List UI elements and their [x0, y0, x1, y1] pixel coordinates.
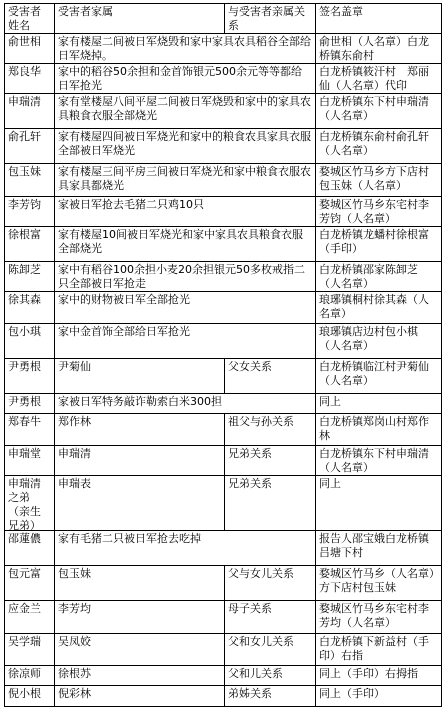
signature-cell: 白龙桥镇筱汗村 郑丽仙（人名章）代印 — [315, 63, 442, 94]
relation-cell: 兄弟关系 — [224, 445, 316, 476]
victim-name-cell: 郑良华 — [4, 63, 55, 94]
family-cell: 郑作林 — [54, 413, 225, 446]
signature-cell: 白龙桥镇东俞村俞孔轩（人名章） — [315, 128, 442, 164]
relation-cell: 弟姊关系 — [224, 685, 316, 707]
victim-name-cell: 徐根富 — [4, 226, 55, 262]
family-cell: 徐根苏 — [54, 665, 225, 686]
victim-name-cell: 申瑞清 — [4, 93, 55, 129]
loss-description-cell: 家有楼屋四间被日军烧光和家中的粮食农具家具衣服全部被日军烧光 — [54, 128, 316, 164]
relation-cell: 父和女儿关系 — [224, 633, 316, 666]
relation-cell: 祖父与孙关系 — [224, 413, 316, 446]
victim-name-cell: 尹勇根 — [4, 358, 55, 394]
signature-cell: 琅琊镇桐村徐其森（人名章） — [315, 291, 442, 324]
signature-cell: 白龙桥镇郑岗山村郑作林 — [315, 413, 442, 446]
loss-description-cell: 家有毛猪二只被日军抢去吃掉 — [54, 530, 316, 566]
victim-name-cell: 陈卸芝 — [4, 261, 55, 292]
signature-cell: 婺城区竹马乡方下店村包玉妹（人名章） — [315, 163, 442, 197]
victim-name-cell: 俞孔轩 — [4, 128, 55, 164]
loss-description-cell: 家有楼屋三间平房三间被日军烧光和家中粮食衣服农具家具都烧光 — [54, 163, 316, 197]
loss-description-cell: 家有楼屋二间被日军烧毁和家中家具农具稻谷全部给日军烧掉。 — [54, 33, 316, 64]
victim-name-cell: 吴学瑞 — [4, 633, 55, 666]
family-cell: 尹菊仙 — [54, 358, 225, 394]
signature-cell: 俞世相（人名章）白龙桥镇东俞村 — [315, 33, 442, 64]
signature-cell: 琅琊镇店边村包小棋（人名章） — [315, 323, 442, 359]
relation-cell: 父女关系 — [224, 358, 316, 394]
signature-cell: 同上（手印） — [315, 685, 442, 707]
relation-cell: 父与女儿关系 — [224, 565, 316, 601]
victim-name-cell: 俞世相 — [4, 33, 55, 64]
signature-cell: 婺城区竹马乡（人名章）方下店村包玉妹 — [315, 565, 442, 601]
family-header: 受害者家属 — [54, 3, 225, 34]
relation-cell: 兄弟关系 — [224, 475, 316, 531]
signature-cell: 同上（手印）右拇指 — [315, 665, 442, 686]
signature-cell: 婺城区竹马乡东宅村李芳均（人名章） — [315, 600, 442, 634]
family-cell: 包玉妹 — [54, 565, 225, 601]
signature-cell: 白龙桥镇临江村尹菊仙（人名章） — [315, 358, 442, 394]
victim-name-cell: 包小琪 — [4, 323, 55, 359]
signature-cell: 报告人邵宝娥白龙桥镇吕塘下村 — [315, 530, 442, 566]
victim-name-cell: 包元富 — [4, 565, 55, 601]
signature-cell: 白龙桥镇龙蟠村徐根富（手印） — [315, 226, 442, 262]
loss-description-cell: 家有堂楼屋八间平屋二间被日军烧毁和家中的家具农具粮食衣服全部烧光 — [54, 93, 316, 129]
signature-cell: 白龙桥镇东下村申瑞清（人名章） — [315, 445, 442, 476]
loss-description-cell: 家被日军抢去毛猪二只鸡10只 — [54, 196, 316, 227]
signature-cell: 同上 — [315, 393, 442, 414]
signature-cell: 同上 — [315, 475, 442, 531]
victim-name-cell: 申瑞清之弟（亲生兄弟） — [4, 475, 55, 531]
signature-cell: 白龙桥镇邵家陈卸芝（人名章） — [315, 261, 442, 292]
loss-description-cell: 家有楼屋10间被日军烧光和家中家具农具粮食衣服全部烧光 — [54, 226, 316, 262]
victim-name-cell: 李芳钧 — [4, 196, 55, 227]
victim-name-cell: 应金兰 — [4, 600, 55, 634]
family-cell: 申瑞表 — [54, 475, 225, 531]
family-cell: 李芳均 — [54, 600, 225, 634]
victim-name-cell: 倪小根 — [4, 685, 55, 707]
victim-name-cell: 徐其森 — [4, 291, 55, 324]
loss-description-cell: 家中有稻谷100余担小麦20余担银元50多枚戒指二只全部被日军抢走 — [54, 261, 316, 292]
family-cell: 申瑞清 — [54, 445, 225, 476]
relation-cell: 母子关系 — [224, 600, 316, 634]
loss-description-cell: 家中的稻谷50余担和金首饰银元500余元等等都给日军抢光 — [54, 63, 316, 94]
family-cell: 吴凤姣 — [54, 633, 225, 666]
signature-cell: 白龙桥镇东下村申瑞清（人名章） — [315, 93, 442, 129]
loss-description-cell: 家中的财物被日军全部抢光 — [54, 291, 316, 324]
victim-name-cell: 邵蓮儂 — [4, 530, 55, 566]
name-header: 受害者姓名 — [4, 3, 55, 34]
victim-name-cell: 申瑞堂 — [4, 445, 55, 476]
victim-name-cell: 郑春牛 — [4, 413, 55, 446]
family-cell: 倪彩林 — [54, 685, 225, 707]
victim-name-cell: 包玉妹 — [4, 163, 55, 197]
signature-cell: 婺城区竹马乡东宅村李芳钧（人名章） — [315, 196, 442, 227]
victim-name-cell: 徐凉师 — [4, 665, 55, 686]
relation-cell: 父和儿关系 — [224, 665, 316, 686]
victim-name-cell: 尹勇根 — [4, 393, 55, 414]
relation-header: 与受害者亲属关系 — [224, 3, 316, 34]
signature-cell: 白龙桥镇下新益村（手印）右指 — [315, 633, 442, 666]
loss-description-cell: 家中金首饰全部给日军抢光 — [54, 323, 316, 359]
loss-description-cell: 家被日军特务敲诈勒索白米300担 — [54, 393, 316, 414]
signature-header: 签名盖章 — [315, 3, 442, 34]
